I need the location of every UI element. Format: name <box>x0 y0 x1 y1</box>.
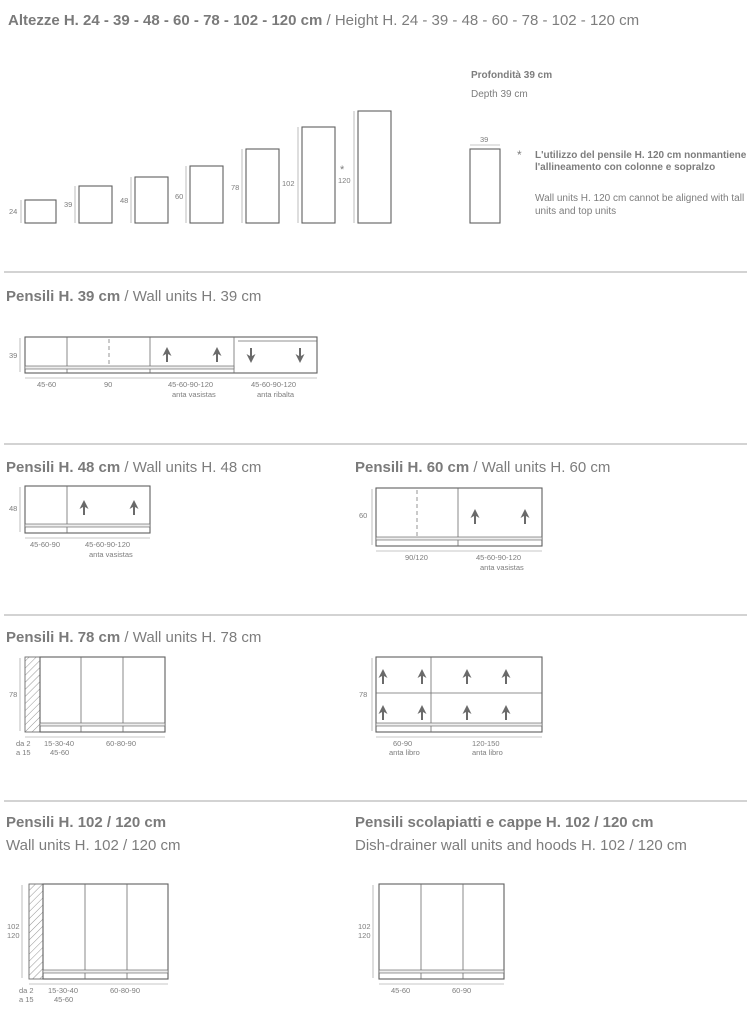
door-type-label: anta vasistas <box>480 563 524 572</box>
height-label: 48 <box>9 504 18 513</box>
height-label-60: 60 <box>175 192 184 201</box>
height-label-102: 102 <box>282 179 295 188</box>
page-title <box>8 12 639 29</box>
width-label: 90 <box>104 380 113 389</box>
side-panel <box>25 657 40 732</box>
arrow-up-icon <box>130 500 139 515</box>
depth-unit <box>470 149 500 223</box>
unit-height-60 <box>190 166 223 223</box>
width-label: 45-60 <box>37 380 57 389</box>
height-label-48: 48 <box>120 196 129 205</box>
height-label: 60 <box>359 511 368 520</box>
arrow-up-icon <box>379 705 388 720</box>
side-panel <box>29 884 43 979</box>
height-label-39: 39 <box>64 200 73 209</box>
arrow-up-icon <box>213 347 222 362</box>
height-label-24: 24 <box>9 207 18 216</box>
diagram-h78-book-doors <box>359 657 542 757</box>
door-type-label: anta vasistas <box>89 550 133 559</box>
unit-height-48 <box>135 177 168 223</box>
width-label: 120-150 <box>472 739 500 748</box>
width-label: 45-60-90-120 <box>85 540 131 549</box>
side-label: a 15 <box>19 995 34 1004</box>
page-title-separator: / <box>322 12 335 29</box>
arrow-up-icon <box>418 705 427 720</box>
width-label: 45-60-90 <box>30 540 61 549</box>
diagram-h39 <box>9 337 317 399</box>
arrow-up-icon <box>379 669 388 684</box>
section-title-dish-it: Pensili scolapiatti e cappe H. 102 / 120 cm <box>355 814 654 831</box>
side-label: da 2 <box>19 986 34 995</box>
arrow-up-icon <box>163 347 172 362</box>
star-icon: * <box>340 164 345 176</box>
height-label: 120 <box>7 931 20 940</box>
note-it-line1: L'utilizzo del pensile H. 120 cm nonmantiene <box>535 150 747 161</box>
width-label: 45-60 <box>391 986 411 995</box>
door-type-label: anta vasistas <box>172 390 216 399</box>
depth-label-it: Profondità 39 cm <box>471 70 553 81</box>
height-label-120: 120 <box>338 176 351 185</box>
cabinet-row-h78 <box>40 657 165 732</box>
arrow-up-icon <box>463 669 472 684</box>
width-label: 15-30-40 <box>44 739 75 748</box>
heights-overview <box>9 111 391 223</box>
arrow-up-icon <box>418 669 427 684</box>
width-label: 45-60 <box>54 995 74 1004</box>
arrow-down-icon <box>296 348 305 363</box>
alignment-note <box>517 148 747 217</box>
width-label: 15-30-40 <box>48 986 79 995</box>
width-label: 90/120 <box>405 553 428 562</box>
depth-dim-label: 39 <box>480 135 489 144</box>
unit-height-102 <box>302 127 335 223</box>
section-title-h48: Pensili H. 48 cm / Wall units H. 48 cm <box>6 459 262 476</box>
arrow-up-icon <box>463 705 472 720</box>
diagram-h48 <box>9 486 150 559</box>
page-title-en: Height H. 24 - 39 - 48 - 60 - 78 - 102 - 120 cm <box>334 12 640 29</box>
width-label: 45-60-90-120 <box>251 380 297 389</box>
width-label: 60-80-90 <box>106 739 137 748</box>
width-label: 60-90 <box>393 739 413 748</box>
arrow-up-icon <box>521 509 530 524</box>
height-label: 102 <box>358 922 371 931</box>
height-label: 102 <box>7 922 20 931</box>
section-title-h39: Pensili H. 39 cm / Wall units H. 39 cm <box>6 288 262 305</box>
height-label: 78 <box>9 690 18 699</box>
page-title-it: Altezze H. 24 - 39 - 48 - 60 - 78 - 102 - 120 cm <box>8 12 323 29</box>
section-title-h78: Pensili H. 78 cm / Wall units H. 78 cm <box>6 629 262 646</box>
section-title-h102-it: Pensili H. 102 / 120 cm <box>6 814 167 831</box>
star-icon-note: * <box>517 148 522 162</box>
diagram-h60 <box>359 488 542 572</box>
note-en-line2: units and top units <box>535 206 617 217</box>
height-label: 39 <box>9 351 18 360</box>
section-title-h102-en: Wall units H. 102 / 120 cm <box>6 837 181 854</box>
diagram-dish <box>358 884 504 995</box>
section-title-h60: Pensili H. 60 cm / Wall units H. 60 cm <box>355 459 611 476</box>
arrow-up-icon <box>502 669 511 684</box>
unit-height-120 <box>358 111 391 223</box>
width-label: 45-60-90-120 <box>476 553 522 562</box>
height-label: 120 <box>358 931 371 940</box>
height-label: 78 <box>359 690 368 699</box>
height-label-78: 78 <box>231 183 240 192</box>
cabinet-row-h78-book <box>376 657 542 732</box>
diagram-h102 <box>7 884 168 1004</box>
unit-height-78 <box>246 149 279 223</box>
diagram-h78 <box>9 657 165 757</box>
cabinet-row-h102 <box>43 884 168 979</box>
door-type-label: anta libro <box>389 748 420 757</box>
side-label: a 15 <box>16 748 31 757</box>
cabinet-row-dish <box>379 884 504 979</box>
side-label: da 2 <box>16 739 31 748</box>
width-label: 45-60 <box>50 748 70 757</box>
door-type-label: anta libro <box>472 748 503 757</box>
unit-height-24 <box>25 200 56 223</box>
door-type-label: anta ribalta <box>257 390 295 399</box>
arrow-up-icon <box>471 509 480 524</box>
width-label: 60-90 <box>452 986 472 995</box>
note-en-line1: Wall units H. 120 cm cannot be aligned with tall <box>535 193 745 204</box>
arrow-down-icon <box>247 348 256 363</box>
depth-label-en: Depth 39 cm <box>471 89 528 100</box>
note-it-line2: l'allineamento con colonne e sopralzo <box>535 162 716 173</box>
unit-height-39 <box>79 186 112 223</box>
arrow-up-icon <box>80 500 89 515</box>
width-label: 45-60-90-120 <box>168 380 214 389</box>
width-label: 60-80-90 <box>110 986 141 995</box>
section-title-dish-en: Dish-drainer wall units and hoods H. 102 / 120 cm <box>355 837 687 854</box>
arrow-up-icon <box>502 705 511 720</box>
